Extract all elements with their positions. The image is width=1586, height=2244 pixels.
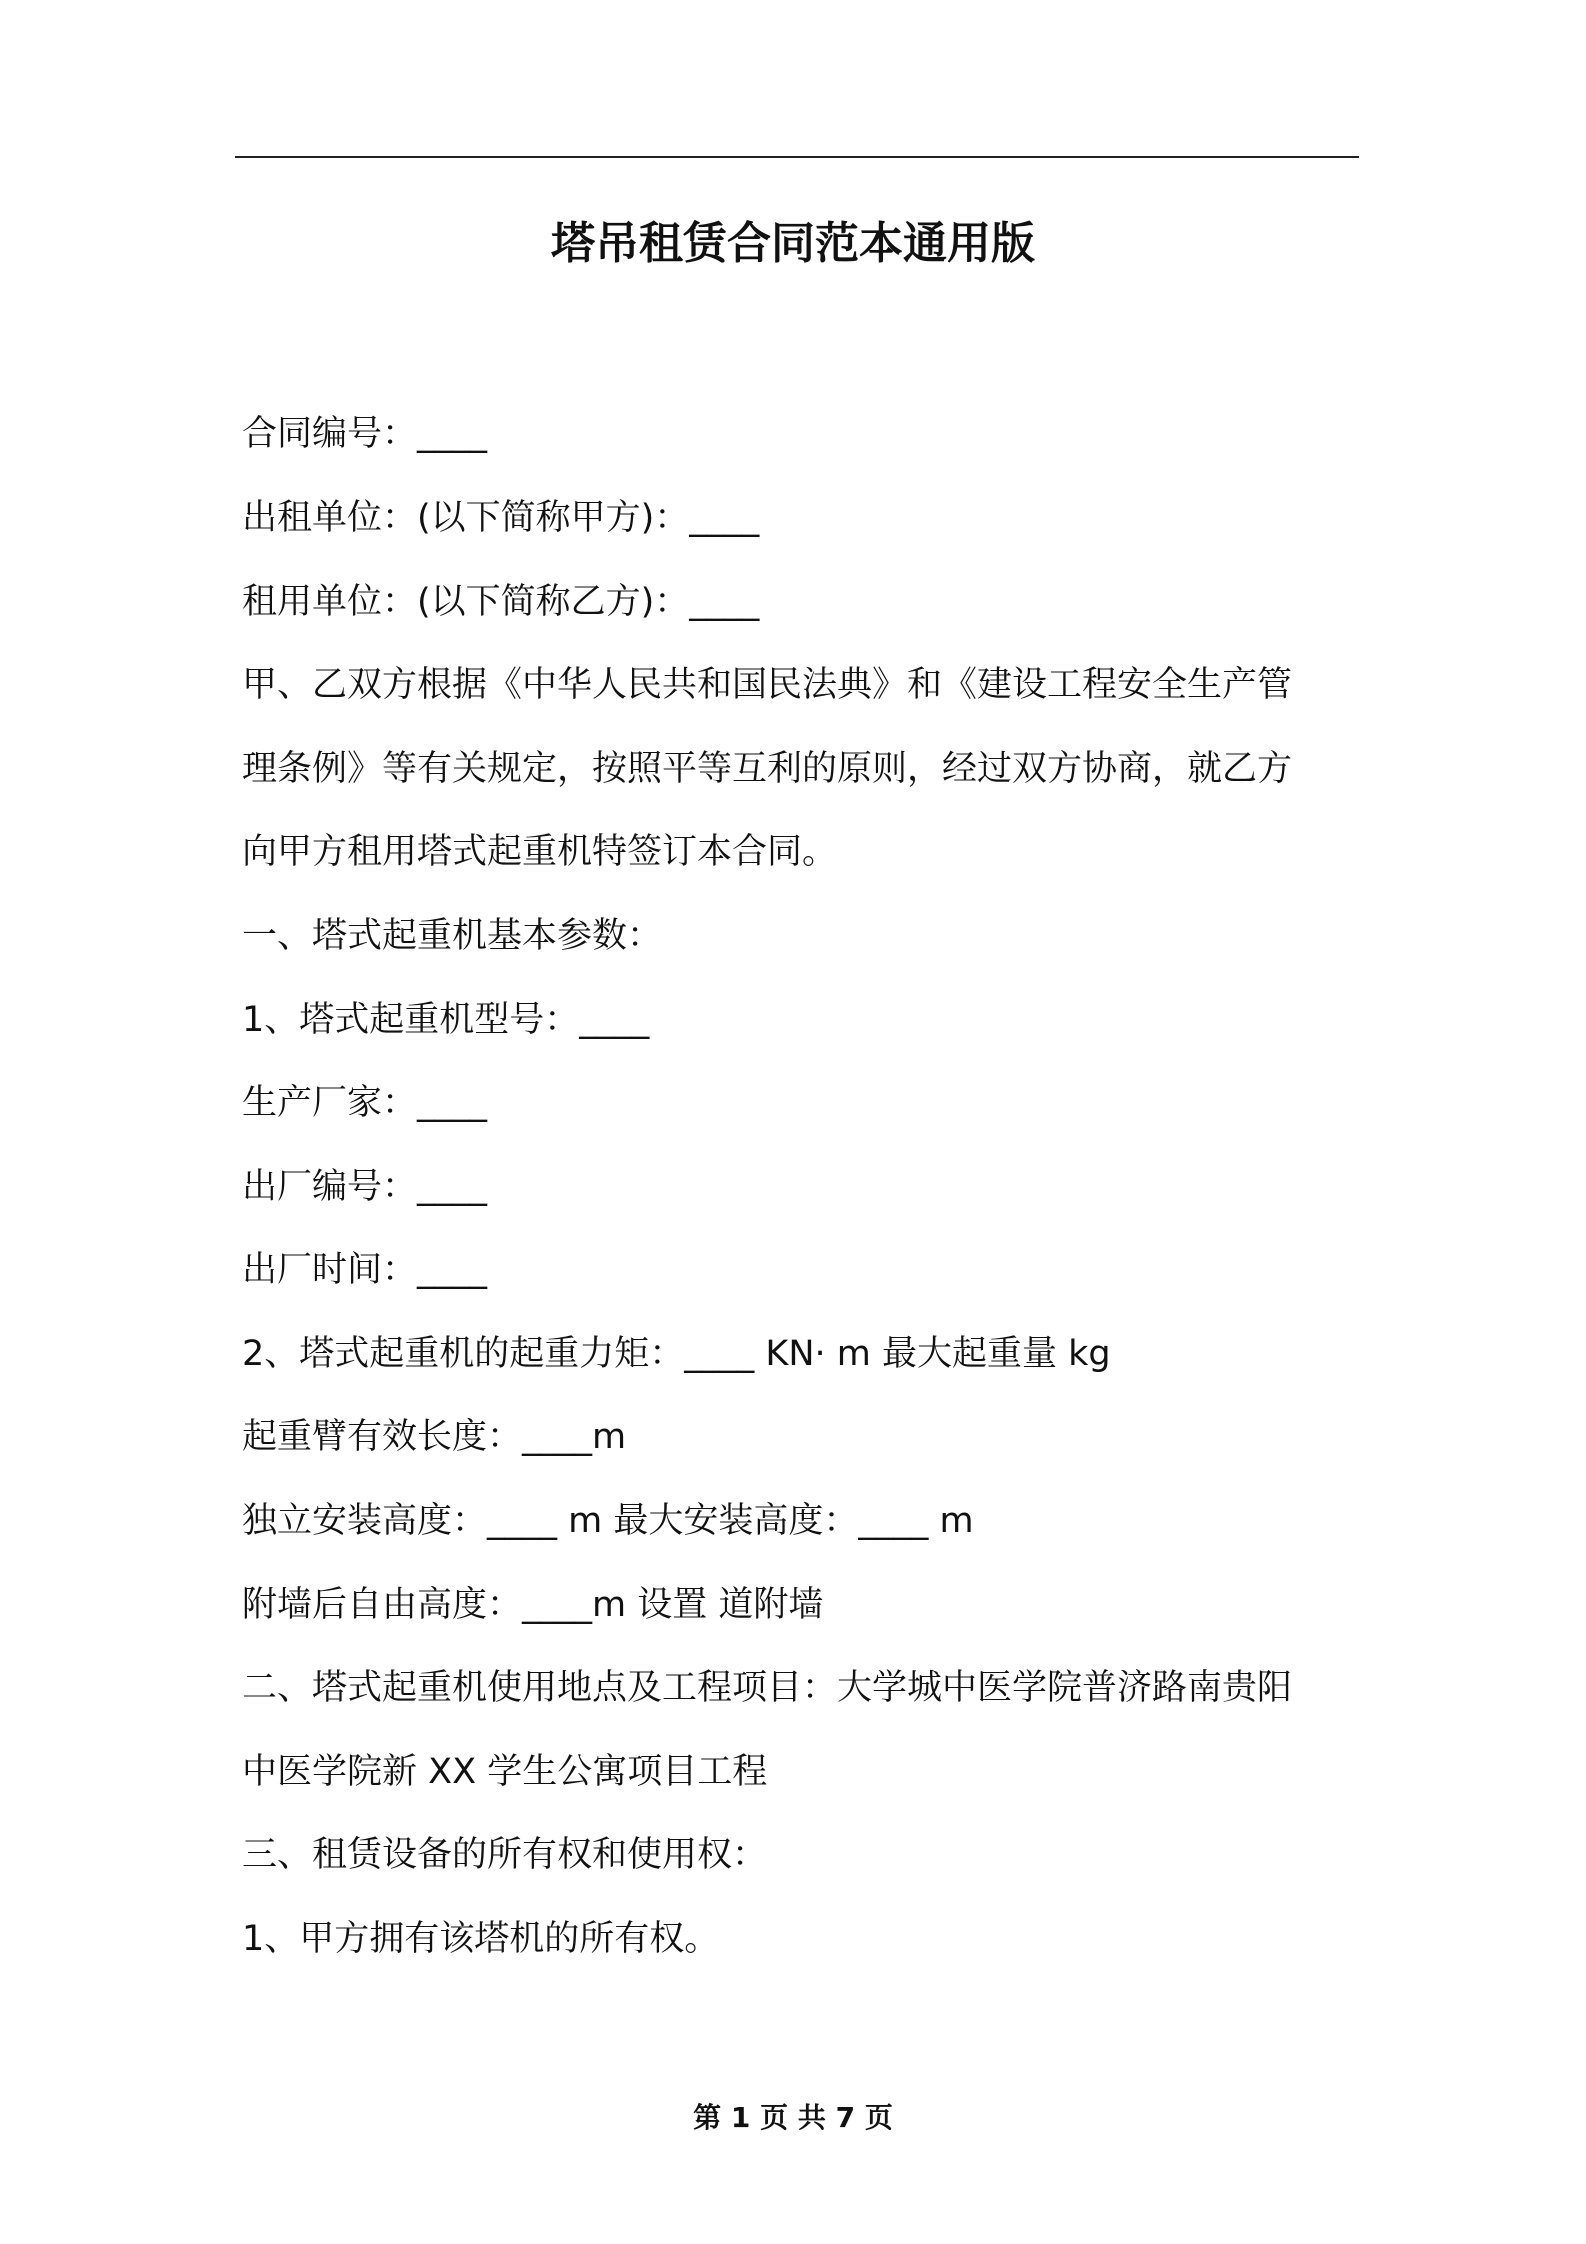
serial-number-line: 出厂编号：____ [242,1167,488,1207]
crane-model-line: 1、塔式起重机型号：____ [242,1000,650,1040]
page-footer: 第 1 页 共 7 页 [693,2101,893,2134]
manufacture-date-line: 出厂时间：____ [242,1250,488,1290]
lessor-line: 出租单位：(以下简称甲方)：____ [242,498,760,538]
section-2-line-2: 中医学院新 XX 学生公寓项目工程 [242,1752,768,1792]
ownership-clause: 1、甲方拥有该塔机的所有权。 [242,1919,720,1959]
header-rule [235,156,1359,158]
lessee-line: 租用单位：(以下简称乙方)：____ [242,582,760,622]
preamble-line-2: 理条例》等有关规定，按照平等互利的原则，经过双方协商，就乙方 [242,749,1293,789]
preamble-line-1: 甲、乙双方根据《中华人民共和国民法典》和《建设工程安全生产管 [242,665,1293,705]
contract-number-line: 合同编号：____ [242,414,488,454]
section-3-heading: 三、租赁设备的所有权和使用权： [242,1835,768,1875]
preamble-line-3: 向甲方租用塔式起重机特签订本合同。 [242,832,838,872]
document-title: 塔吊租赁合同范本通用版 [551,218,1035,269]
section-2-line-1: 二、塔式起重机使用地点及工程项目：大学城中医学院普济路南贵阳 [242,1668,1293,1708]
installation-height-line: 独立安装高度：____ m 最大安装高度：____ m [242,1501,974,1541]
manufacturer-line: 生产厂家：____ [242,1083,488,1123]
free-height-line: 附墙后自由高度：____m 设置 道附墙 [242,1585,824,1625]
section-1-heading: 一、塔式起重机基本参数： [242,916,663,956]
lifting-moment-line: 2、塔式起重机的起重力矩：____ KN· m 最大起重量 kg [242,1334,1111,1374]
boom-length-line: 起重臂有效长度：____m [242,1417,627,1457]
